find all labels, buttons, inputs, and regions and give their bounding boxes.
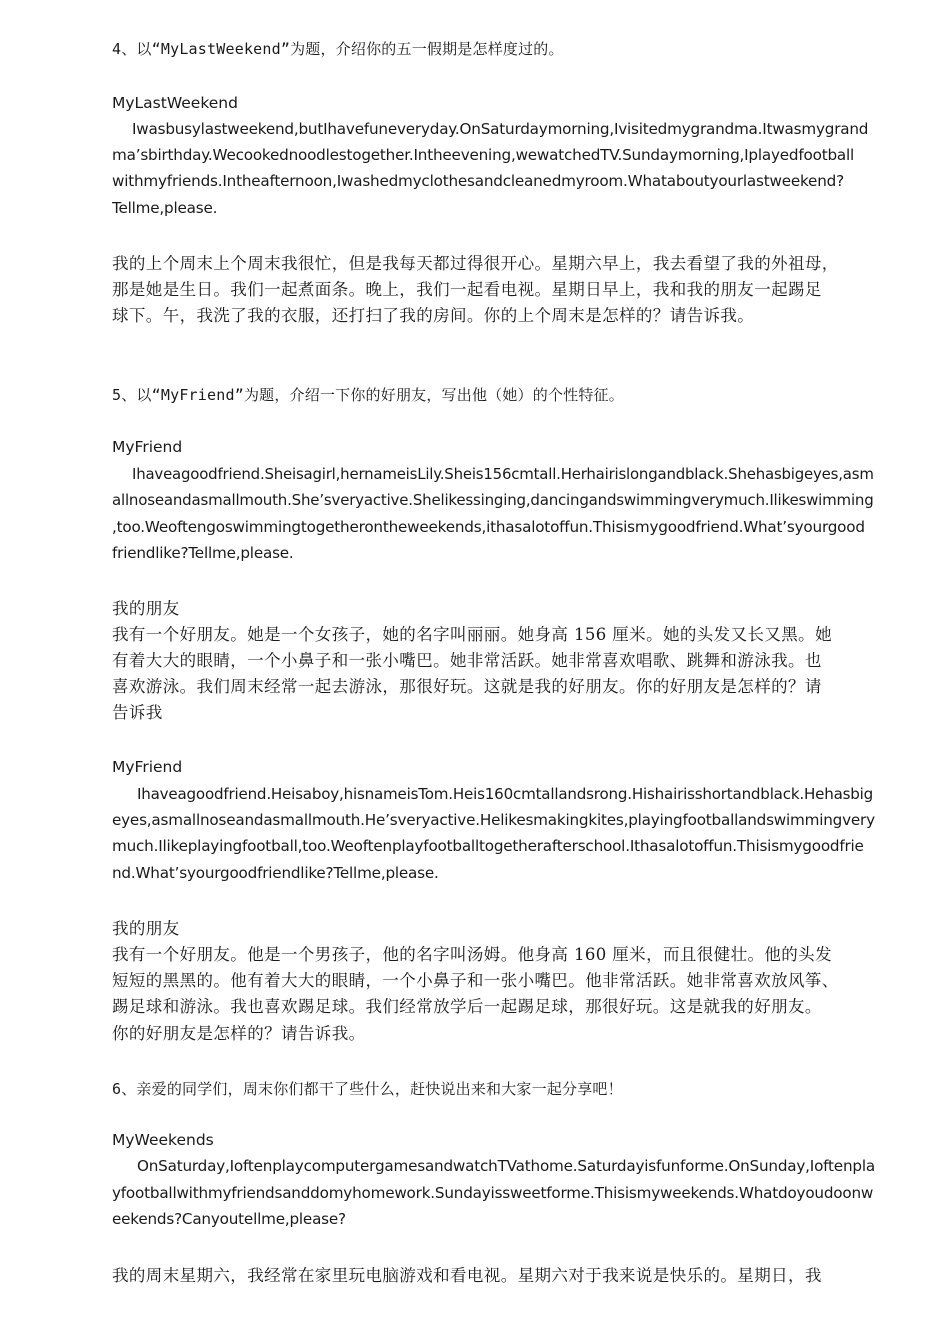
q4-essay-line: withmyfriends.Intheafternoon,Iwashedmyclothesandcleanedmyroom.Whataboutyourlastweekend?: [112, 172, 844, 190]
q5-essay1-line: Ihaveagoodfriend.Sheisagirl,hernameisLily.Sheis156cmtall.Herhairislongandblack.Shehasbigeyes,asm: [132, 465, 874, 483]
q5-essay2-line: Ihaveagoodfriend.Heisaboy,hisnameisTom.Heis160cmtallandsrong.Hishairisshortandblack.Hehasbig: [137, 785, 874, 803]
q5-translation2-line: 短短的黑黑的。他有着大大的眼睛，一个小鼻子和一张小嘴巴。他非常活跃。她非常喜欢放风筝、: [112, 971, 839, 990]
q5-essay1-line: friendlike?Tellme,please.: [112, 544, 294, 562]
q4-translation-line: 我的上个周末上个周末我很忙，但是我每天都过得很开心。星期六早上，我去看望了我的外祖母，: [112, 254, 839, 273]
q4-essay-line: ma’sbirthday.Wecookednoodlestogether.Intheevening,wewatchedTV.Sundaymorning,Iplayedfootball: [112, 146, 855, 164]
q4-essay-line: Iwasbusylastweekend,butIhavefuneveryday.OnSaturdaymorning,Ivisitedmygrandma.Itwasmygrand: [132, 120, 869, 138]
q6-essay-title: MyWeekends: [112, 1131, 214, 1149]
q5-essay1-line: ,too.Weoftengoswimmingtogetherontheweekends,ithasalotoffun.Thisismygoodfriend.What’syourgood: [112, 518, 865, 536]
q4-essay-title: MyLastWeekend: [112, 94, 238, 112]
q5-translation2-line: 踢足球和游泳。我也喜欢踢足球。我们经常放学后一起踢足球，那很好玩。这是就我的好朋友。: [112, 997, 822, 1016]
q6-essay-line: yfootballwithmyfriendsanddomyhomework.Sundayissweetforme.Thisismyweekends.Whatdoyoudoonw: [112, 1184, 874, 1202]
q4-essay-line: Tellme,please.: [112, 199, 218, 217]
q5-translation2-title: 我的朋友: [112, 919, 180, 938]
q5-essay2-line: much.Ilikeplayingfootball,too.Weoftenplayfootballtogetherafterschool.Ithasalotoffun.Thisismygoodfrie: [112, 837, 864, 855]
q5-translation1-line: 喜欢游泳。我们周末经常一起去游泳，那很好玩。这就是我的好朋友。你的好朋友是怎样的？请: [112, 677, 822, 696]
q5-translation1-line: 有着大大的眼睛，一个小鼻子和一张小嘴巴。她非常活跃。她非常喜欢唱歌、跳舞和游泳我。也: [112, 651, 822, 670]
q4-heading: 4、以“MyLastWeekend”为题，介绍你的五一假期是怎样度过的。: [112, 40, 564, 58]
q5-essay2-line: eyes,asmallnoseandasmallmouth.He’sveryactive.Helikesmakingkites,playingfootballandswimmingvery: [112, 811, 875, 829]
q5-essay2-title: MyFriend: [112, 758, 183, 776]
q5-essay1-title: MyFriend: [112, 438, 183, 456]
q5-translation1-title: 我的朋友: [112, 599, 180, 618]
q6-essay-line: eekends?Canyoutellme,please?: [112, 1210, 346, 1228]
q6-heading: 6、亲爱的同学们，周末你们都干了些什么，赶快说出来和大家一起分享吧！: [112, 1080, 623, 1098]
q4-translation-line: 那是她是生日。我们一起煮面条。晚上，我们一起看电视。星期日早上，我和我的朋友一起踢足: [112, 280, 822, 299]
q5-translation2-line: 你的好朋友是怎样的？请告诉我。: [112, 1024, 366, 1043]
q4-translation-line: 球下。午，我洗了我的衣服，还打扫了我的房间。你的上个周末是怎样的？请告诉我。: [112, 306, 755, 325]
q5-essay1-line: allnoseandasmallmouth.She’sveryactive.Shelikessinging,dancingandswimmingverymuch.Ilikeswimming: [112, 491, 874, 509]
q5-heading: 5、以“MyFriend”为题，介绍一下你的好朋友，写出他（她）的个性特征。: [112, 386, 624, 404]
q5-translation1-line: 我有一个好朋友。她是一个女孩子，她的名字叫丽丽。她身高 156 厘米。她的头发又长又黑。她: [112, 625, 832, 644]
q6-essay-line: OnSaturday,IoftenplaycomputergamesandwatchTVathome.Saturdayisfunforme.OnSunday,Ioftenpla: [137, 1157, 875, 1175]
q5-translation1-line: 告诉我: [112, 703, 163, 722]
q5-essay2-line: nd.What’syourgoodfriendlike?Tellme,please.: [112, 864, 439, 882]
q6-translation-line: 我的周末星期六，我经常在家里玩电脑游戏和看电视。星期六对于我来说是快乐的。星期日，我: [112, 1266, 822, 1285]
q5-translation2-line: 我有一个好朋友。他是一个男孩子，他的名字叫汤姆。他身高 160 厘米，而且很健壮。他的头发: [112, 945, 832, 964]
